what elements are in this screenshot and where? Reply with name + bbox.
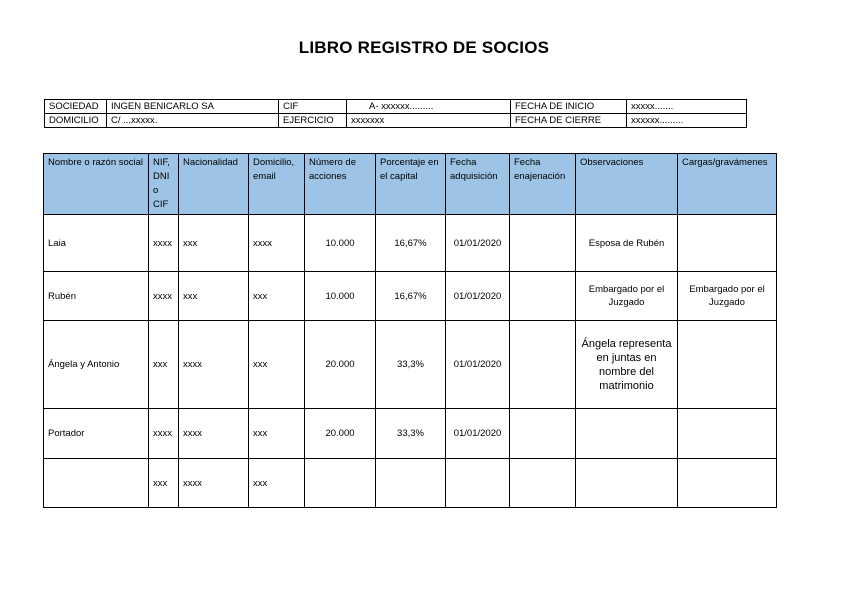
cell-observaciones: Ángela representa en juntas en nombre del matrimonio [576,321,678,409]
col-header-fecha-enajenacion: Fecha enajenación [510,154,576,215]
cell-nacionalidad: xxxx [179,321,249,409]
col-header-fecha-adquisicion: Fecha adquisición [446,154,510,215]
cif-label: CIF [279,100,347,114]
cell-fecha-adquisicion: 01/01/2020 [446,321,510,409]
cell-acciones: 20.000 [305,409,376,459]
col-header-acciones: Número de acciones [305,154,376,215]
cell-nacionalidad: xxx [179,272,249,321]
cell-nif: xxxx [149,215,179,272]
cell-domicilio: xxxx [249,215,305,272]
cell-porcentaje [376,459,446,508]
cell-domicilio: xxx [249,272,305,321]
cell-fecha-enajenacion [510,272,576,321]
company-info-table [44,99,747,128]
table-row [44,321,777,409]
cell-fecha-enajenacion [510,215,576,272]
cell-observaciones: Esposa de Rubén [576,215,678,272]
cell-porcentaje: 33,3% [376,321,446,409]
cell-nif: xxx [149,321,179,409]
cell-acciones: 10.000 [305,272,376,321]
cell-fecha-enajenacion [510,459,576,508]
table-row [44,272,777,321]
cell-acciones [305,459,376,508]
col-header-nacionalidad: Nacionalidad [179,154,249,215]
sociedad-label: SOCIEDAD [45,100,107,114]
cell-fecha-adquisicion: 01/01/2020 [446,272,510,321]
domicilio-value: C/ ...xxxxx. [107,114,279,128]
ejercicio-label: EJERCICIO [279,114,347,128]
cell-acciones: 10.000 [305,215,376,272]
cell-cargas [678,459,777,508]
cif-value: A- xxxxxx......... [347,100,511,114]
cell-observaciones [576,459,678,508]
cell-cargas [678,409,777,459]
col-header-observaciones: Observaciones [576,154,678,215]
cell-fecha-enajenacion [510,409,576,459]
info-row-sociedad [45,100,747,114]
cell-nombre: Portador [44,409,149,459]
cell-cargas [678,215,777,272]
cell-nombre: Laia [44,215,149,272]
cell-nif: xxxx [149,409,179,459]
ejercicio-value: xxxxxxx [347,114,511,128]
col-header-cargas: Cargas/gravámenes [678,154,777,215]
cell-fecha-adquisicion [446,459,510,508]
header-row [44,154,777,215]
shareholder-register-table [43,153,777,508]
cell-fecha-enajenacion [510,321,576,409]
info-row-domicilio [45,114,747,128]
cell-cargas [678,321,777,409]
fecha-inicio-value: xxxxx....... [627,100,747,114]
col-header-domicilio: Domicilio, email [249,154,305,215]
sociedad-value: INGEN BENICARLO SA [107,100,279,114]
cell-fecha-adquisicion: 01/01/2020 [446,215,510,272]
cell-fecha-adquisicion: 01/01/2020 [446,409,510,459]
fecha-cierre-value: xxxxxx......... [627,114,747,128]
domicilio-label: DOMICILIO [45,114,107,128]
fecha-inicio-label: FECHA DE INICIO [511,100,627,114]
cell-porcentaje: 33,3% [376,409,446,459]
cell-observaciones: Embargado por el Juzgado [576,272,678,321]
cell-domicilio: xxx [249,409,305,459]
table-row [44,459,777,508]
col-header-porcentaje: Porcentaje en el capital [376,154,446,215]
cell-porcentaje: 16,67% [376,215,446,272]
cell-nombre [44,459,149,508]
cell-nacionalidad: xxx [179,215,249,272]
page-title: LIBRO REGISTRO DE SOCIOS [298,38,550,57]
cell-observaciones [576,409,678,459]
cell-nombre: Rubén [44,272,149,321]
cell-domicilio: xxx [249,459,305,508]
cell-nacionalidad: xxxx [179,459,249,508]
cell-nombre: Ángela y Antonio [44,321,149,409]
fecha-cierre-label: FECHA DE CIERRE [511,114,627,128]
cell-nacionalidad: xxxx [179,409,249,459]
col-header-nombre: Nombre o razón social [44,154,149,215]
cell-cargas: Embargado por el Juzgado [678,272,777,321]
cell-nif: xxx [149,459,179,508]
col-header-nif: NIF, DNI o CIF [149,154,179,215]
cell-nif: xxxx [149,272,179,321]
cell-acciones: 20.000 [305,321,376,409]
cell-porcentaje: 16,67% [376,272,446,321]
table-row [44,215,777,272]
table-row [44,409,777,459]
cell-domicilio: xxx [249,321,305,409]
